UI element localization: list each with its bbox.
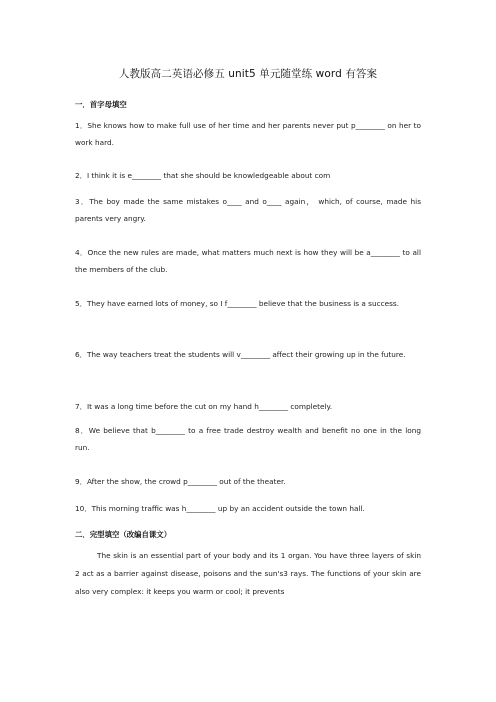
cloze-paragraph: The skin is an essential part of your body and its 1 organ. You have three layers of skin 2 act as a barrier against disease, poisons and the sun's3 rays. The functions of your skin are also very complex: it keeps you warm or cool; it prevents — [75, 551, 421, 596]
section-heading-cloze-initials: 一．首字母填空 — [75, 100, 127, 109]
question-6: 6．The way teachers treat the students will v________ affect their growing up in the future. — [75, 350, 406, 359]
question-5: 5．They have earned lots of money, so I f________ believe that the business is a success. — [75, 299, 400, 308]
section-heading-cloze: 二．完型填空（改编自课文） — [75, 530, 172, 539]
question-9: 9．After the show, the crowd p________ out of the theater. — [75, 477, 286, 486]
question-3: 3．The boy made the same mistakes o____ and o____ again， which, of course, made his parents very angry. — [75, 197, 421, 223]
question-10: 10．This morning traffic was h________ up by an accident outside the town hall. — [75, 504, 365, 513]
question-1: 1．She knows how to make full use of her time and her parents never put p________ on her to work hard. — [75, 121, 421, 147]
page-title: 人教版高二英语必修五 unit5 单元随堂练 word 有答案 — [118, 68, 378, 80]
question-8: 8．We believe that b________ to a free trade destroy wealth and benefit no one in the long run. — [75, 426, 421, 452]
question-4: 4．Once the new rules are made, what matters much next is how they will be a________ to all the members of the club. — [75, 248, 421, 274]
question-2: 2．I think it is e________ that she should be knowledgeable about com — [75, 171, 331, 180]
question-7: 7．It was a long time before the cut on my hand h________ completely. — [75, 402, 333, 411]
